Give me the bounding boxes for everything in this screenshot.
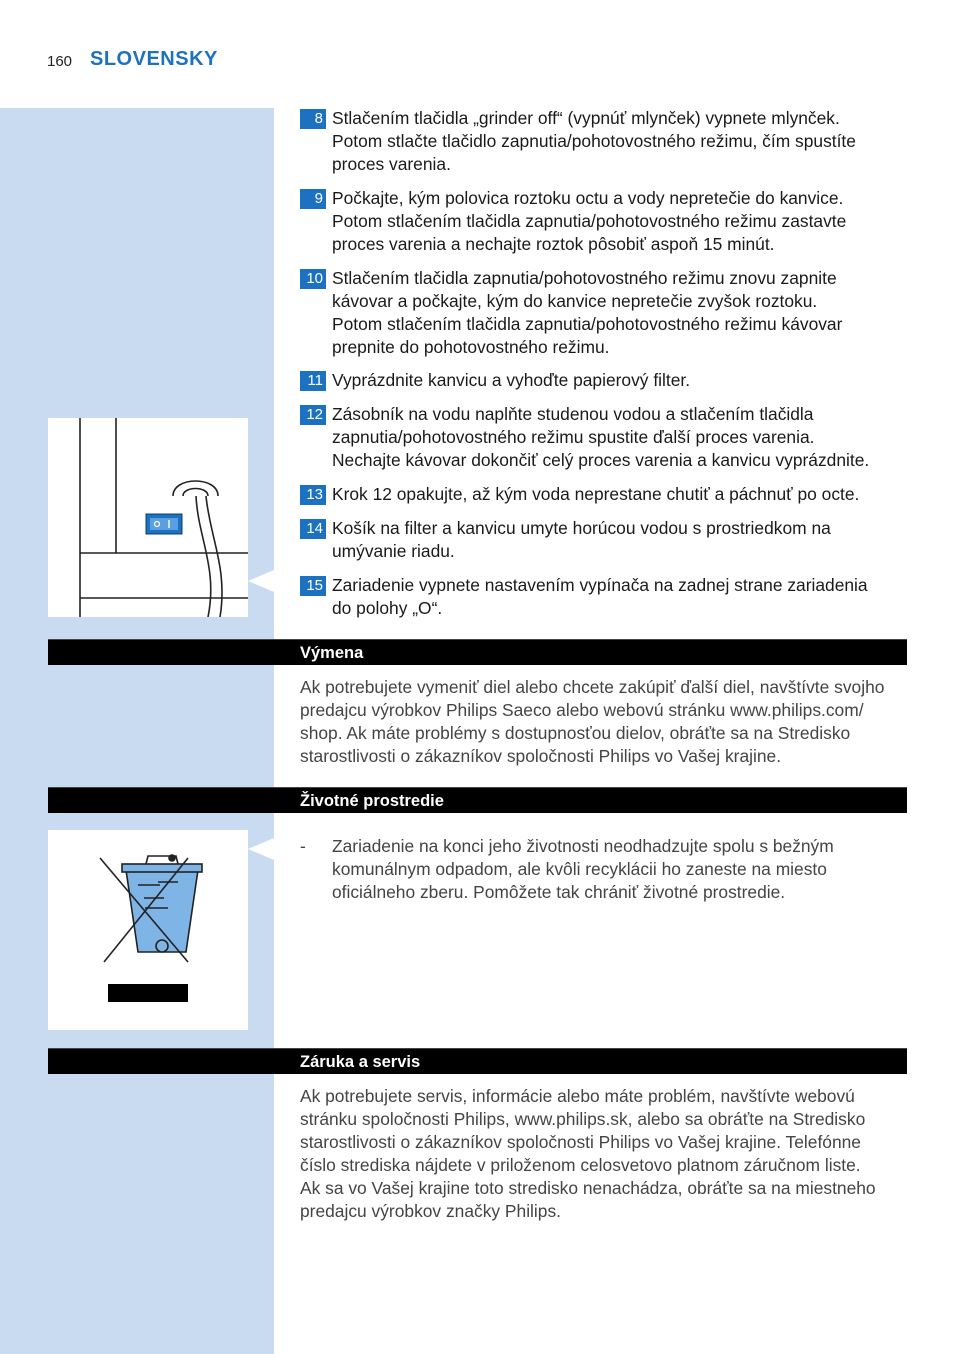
step-number: 11	[300, 371, 326, 391]
step-item	[300, 403, 915, 472]
step-text: Zásobník na vodu naplňte studenou vodou a stlačením tlačidla zapnutia/pohotovostného režimu spustite ďalší proces varenia. Nechajte kávovar dokončiť celý proces varenia a kanvicu vyprázdnite.	[332, 404, 870, 470]
power-switch-icon	[48, 418, 248, 617]
step-item	[300, 574, 915, 620]
power-switch-illustration	[48, 418, 248, 617]
step-number: 13	[300, 485, 326, 505]
step-number: 12	[300, 405, 326, 425]
step-number: 15	[300, 576, 326, 596]
warranty-text: Ak potrebujete servis, informácie alebo máte problém, navštívte webovú stránku spoločnosti Philips, www.philips.sk, alebo sa obráťte na Stredisko starostlivosti o zákazníkov spoločnosti Philips vo Vašej krajine. Telefónne číslo strediska nájdete v priloženom celosvetovo platnom záručnom liste. Ak sa vo Vašej krajine toto stredisko nenachádza, obráťte sa na miestneho predajcu výrobkov značky Philips.	[300, 1086, 876, 1221]
section-header-environment: Životné prostredie	[48, 787, 907, 813]
step-text: Krok 12 opakujte, až kým voda neprestane chutiť a páchnuť po octe.	[332, 484, 860, 504]
weee-illustration	[48, 830, 248, 1030]
replacement-text: Ak potrebujete vymeniť diel alebo chcete zakúpiť ďalší diel, navštívte svojho predajcu výrobkov Philips Saeco alebo webovú stránku www.philips.com/ shop. Ak máte problémy s dostupnosťou dielov, obráťte sa na Stredisko starostlivosti o zákazníkov spoločnosti Philips vo Vašej krajine.	[300, 677, 885, 766]
step-text: Počkajte, kým polovica roztoku octu a vody nepretečie do kanvice. Potom stlačením tlačidla zapnutia/pohotovostného režimu zastavte proces varenia a nechajte roztok pôsobiť aspoň 15 minút.	[332, 188, 847, 254]
step-item	[300, 187, 915, 256]
step-number: 14	[300, 519, 326, 539]
section-header-replacement: Výmena	[48, 639, 907, 665]
callout-pointer	[248, 838, 274, 860]
step-text: Stlačením tlačidla zapnutia/pohotovostného režimu znovu zapnite kávovar a počkajte, kým do kanvice nepretečie zvyšok roztoku. Potom stlačením tlačidla zapnutia/pohotovostného režimu kávovar prepnite do pohotovostného režimu.	[332, 268, 843, 357]
environment-bullet	[300, 835, 915, 904]
bullet-dash: -	[300, 836, 306, 856]
sidebar-panel	[0, 108, 274, 1354]
step-item	[300, 483, 915, 506]
page-number: 160	[47, 53, 73, 70]
step-number: 8	[300, 109, 326, 129]
step-item	[300, 267, 915, 359]
step-text: Košík na filter a kanvicu umyte horúcou vodou s prostriedkom na umývanie riadu.	[332, 518, 831, 561]
step-number: 10	[300, 269, 326, 289]
step-item	[300, 107, 915, 176]
language-title: SLOVENSKY	[90, 48, 218, 70]
step-item	[300, 517, 915, 563]
step-text: Zariadenie vypnete nastavením vypínača na zadnej strane zariadenia do polohy „O“.	[332, 575, 868, 618]
black-bar-mark	[108, 984, 188, 1002]
crossed-out-bin-icon	[48, 830, 248, 1030]
callout-pointer	[248, 570, 274, 592]
environment-text: Zariadenie na konci jeho životnosti neodhadzujte spolu s bežným komunálnym odpadom, ale kvôli recyklácii ho zaneste na miesto oficiálneho zberu. Pomôžete tak chrániť životné prostredie.	[332, 836, 834, 902]
step-number: 9	[300, 189, 326, 209]
section-header-warranty: Záruka a servis	[48, 1048, 907, 1074]
step-text: Stlačením tlačidla „grinder off“ (vypnúť mlynček) vypnete mlynček. Potom stlačte tlačidlo zapnutia/pohotovostného režimu, čím spustíte proces varenia.	[332, 108, 856, 174]
step-item	[300, 369, 915, 392]
step-text: Vyprázdnite kanvicu a vyhoďte papierový filter.	[332, 370, 691, 390]
